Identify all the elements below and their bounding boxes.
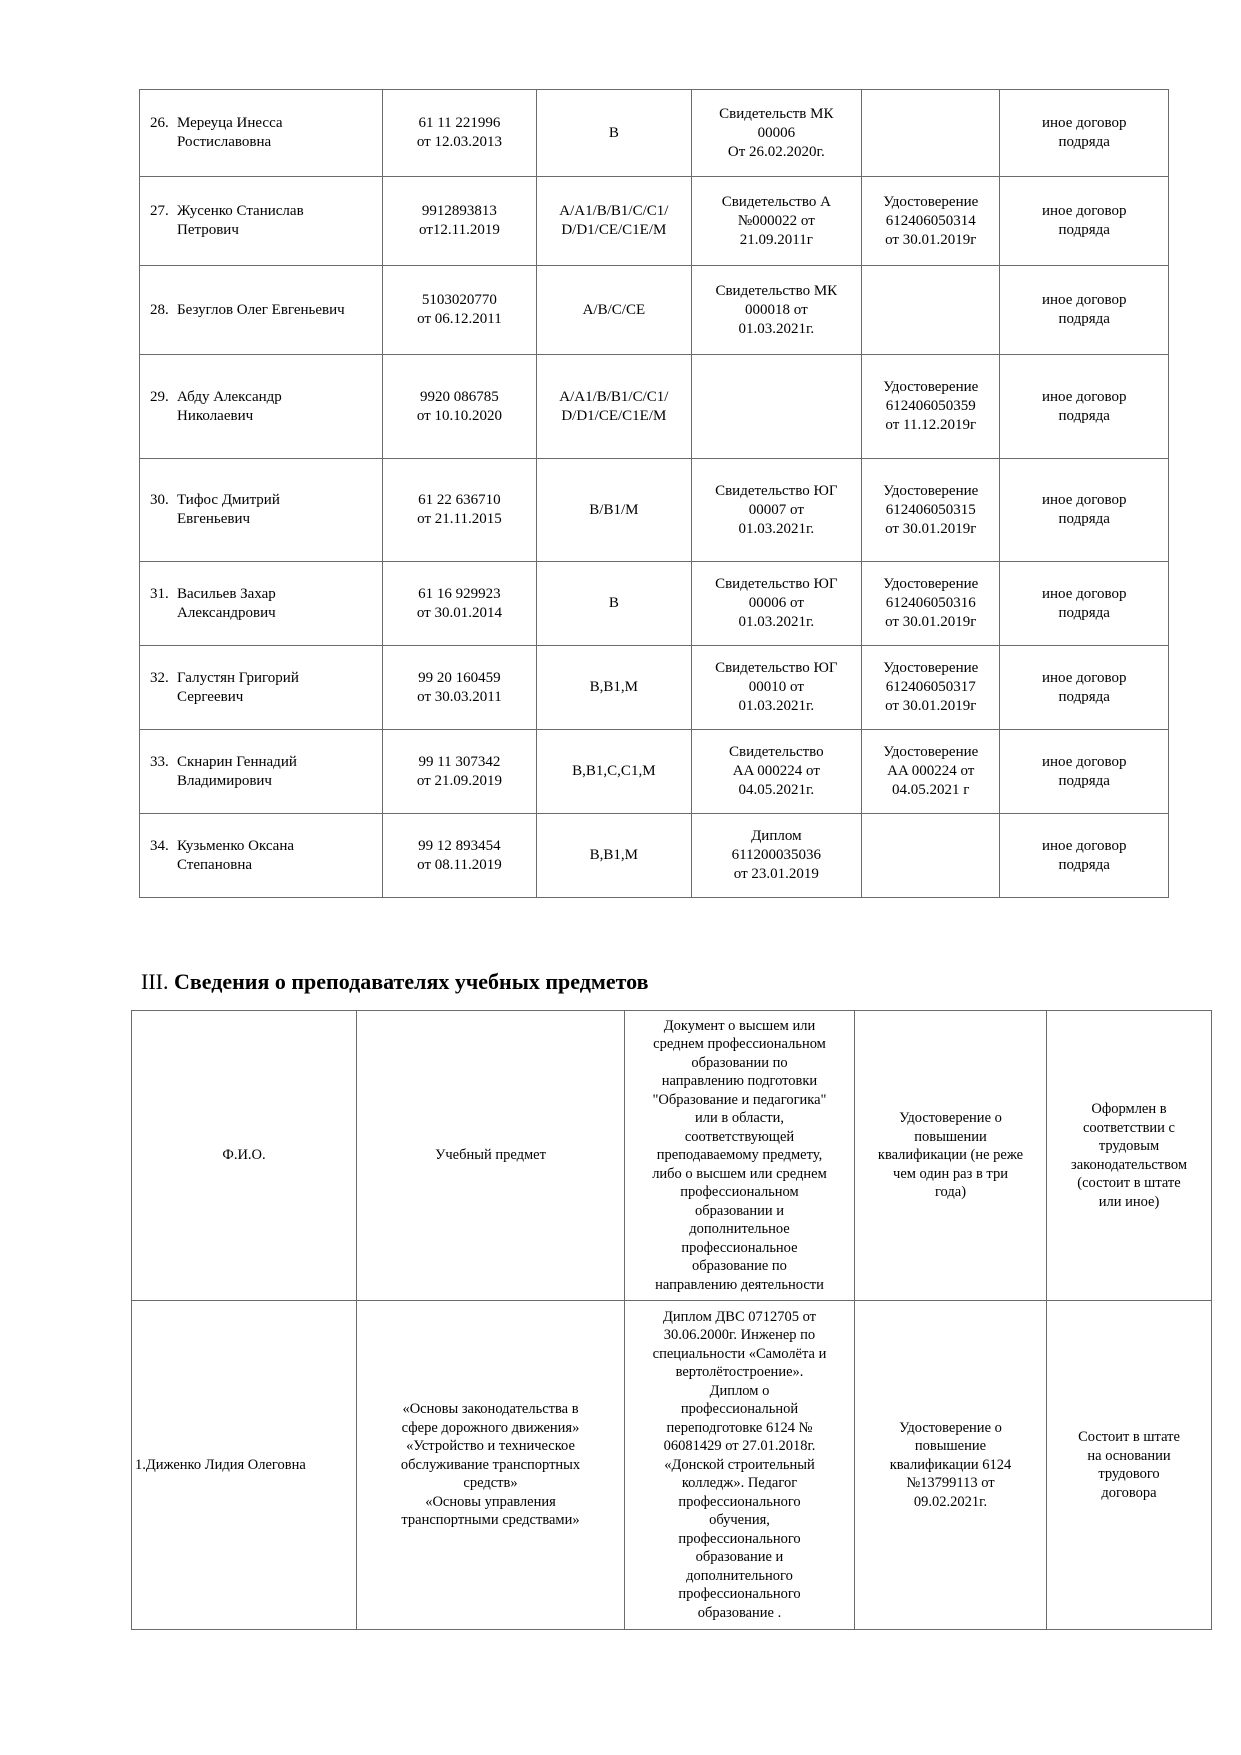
teachers-table-body xyxy=(132,1011,1212,1630)
driver-license-cell: 9920 086785 от 10.10.2020 xyxy=(382,355,536,459)
staff-name-pair xyxy=(150,491,378,529)
staff-row xyxy=(140,562,1169,646)
license-categories-cell: B/B1/M xyxy=(537,459,691,562)
row-number: 28. xyxy=(150,301,169,318)
staff-name-cell xyxy=(140,730,383,814)
qualification-cell: Удостоверение 612406050317 от 30.01.2019г xyxy=(862,646,1000,730)
certificate-cell: Свидетельство ЮГ 00007 от 01.03.2021г. xyxy=(691,459,861,562)
employment-cell: иное договор подряда xyxy=(1000,814,1169,898)
staff-name: Безуглов Олег Евгеньевич xyxy=(177,301,345,318)
certificate-cell: Свидетельство ЮГ 00010 от 01.03.2021г. xyxy=(691,646,861,730)
employment-cell: иное договор подряда xyxy=(1000,562,1169,646)
staff-name-cell xyxy=(140,562,383,646)
teacher-employment-cell: Состоит в штате на основании трудового договора xyxy=(1047,1301,1212,1630)
row-number: 31. xyxy=(150,585,169,602)
staff-name: Галустян Григорий Сергеевич xyxy=(177,669,299,705)
staff-table xyxy=(139,89,1169,898)
staff-name-cell xyxy=(140,355,383,459)
employment-cell: иное договор подряда xyxy=(1000,266,1169,355)
qualification-cell: Удостоверение 612406050314 от 30.01.2019г xyxy=(862,177,1000,266)
certificate-cell: Свидетельство AA 000224 от 04.05.2021г. xyxy=(691,730,861,814)
teacher-education-cell: Диплом ДВС 0712705 от 30.06.2000г. Инженер по специальности «Самолёта и вертолётостроение». Диплом о профессиональной переподготовке 6124 № 06081429 от 27.01.2018г. «Донской строительный колледж». Педагог профессионального обучения, профессионального образование и дополнительного профессионального образование . xyxy=(625,1301,855,1630)
row-number: 30. xyxy=(150,492,169,508)
license-categories-cell: A/B/C/CE xyxy=(537,266,691,355)
staff-name: Абду Александр Николаевич xyxy=(177,388,282,424)
teacher-qualification-cell: Удостоверение о повышение квалификации 6124 №13799113 от 09.02.2021г. xyxy=(855,1301,1047,1630)
driver-license-cell: 61 16 929923 от 30.01.2014 xyxy=(382,562,536,646)
certificate-cell: Свидетельств МК 00006 От 26.02.2020г. xyxy=(691,90,861,177)
qualification-cell xyxy=(862,266,1000,355)
license-categories-cell: B,B1,M xyxy=(537,646,691,730)
staff-row xyxy=(140,355,1169,459)
license-categories-cell: B xyxy=(537,562,691,646)
qualification-cell: Удостоверение AA 000224 от 04.05.2021 г xyxy=(862,730,1000,814)
license-categories-cell: A/A1/B/B1/C/C1/ D/D1/CE/C1E/M xyxy=(537,355,691,459)
staff-name-pair xyxy=(150,388,378,426)
license-categories-cell: B,B1,C,C1,M xyxy=(537,730,691,814)
row-number: 32. xyxy=(150,669,169,686)
staff-row xyxy=(140,90,1169,177)
row-number: 26. xyxy=(150,115,169,131)
driver-license-cell: 9912893813 от12.11.2019 xyxy=(382,177,536,266)
staff-name-cell xyxy=(140,90,383,177)
employment-cell: иное договор подряда xyxy=(1000,355,1169,459)
employment-cell: иное договор подряда xyxy=(1000,646,1169,730)
staff-name-cell xyxy=(140,814,383,898)
staff-name-cell xyxy=(140,177,383,266)
row-number: 34. xyxy=(150,837,169,854)
license-categories-cell: A/A1/B/B1/C/C1/ D/D1/CE/C1E/M xyxy=(537,177,691,266)
staff-row xyxy=(140,814,1169,898)
certificate-cell: Свидетельство МК 000018 от 01.03.2021г. xyxy=(691,266,861,355)
qualification-cell xyxy=(862,90,1000,177)
row-number: 33. xyxy=(150,753,169,770)
driver-license-cell: 99 11 307342 от 21.09.2019 xyxy=(382,730,536,814)
staff-name-cell xyxy=(140,646,383,730)
staff-name-pair xyxy=(150,837,378,875)
staff-name: Васильев Захар Александрович xyxy=(177,585,276,621)
teachers-header-row xyxy=(132,1011,1212,1301)
license-categories-cell: B xyxy=(537,90,691,177)
section-title: Сведения о преподавателях учебных предметов xyxy=(173,969,649,994)
teachers-table xyxy=(131,1010,1212,1630)
staff-name-cell xyxy=(140,459,383,562)
teacher-subject-cell: «Основы законодательства в сфере дорожного движения» «Устройство и техническое обслуживание транспортных средств» «Основы управления транспортными средствами» xyxy=(357,1301,625,1630)
staff-row xyxy=(140,177,1169,266)
staff-name-pair xyxy=(150,585,378,623)
staff-table-body xyxy=(140,90,1169,898)
staff-name: Кузьменко Оксана Степановна xyxy=(177,837,295,873)
driver-license-cell: 61 22 636710 от 21.11.2015 xyxy=(382,459,536,562)
header-qualification: Удостоверение о повышении квалификации (не реже чем один раз в три года) xyxy=(855,1011,1047,1301)
header-fio: Ф.И.О. xyxy=(132,1011,357,1301)
qualification-cell: Удостоверение 612406050315 от 30.01.2019г xyxy=(862,459,1000,562)
staff-name-pair xyxy=(150,301,378,320)
teacher-name-cell: 1.Диженко Лидия Олеговна xyxy=(132,1301,357,1630)
qualification-cell: Удостоверение 612406050316 от 30.01.2019г xyxy=(862,562,1000,646)
staff-row xyxy=(140,266,1169,355)
license-categories-cell: B,B1,M xyxy=(537,814,691,898)
certificate-cell: Свидетельство А №000022 от 21.09.2011г xyxy=(691,177,861,266)
staff-name-pair xyxy=(150,753,378,791)
driver-license-cell: 99 12 893454 от 08.11.2019 xyxy=(382,814,536,898)
teacher-row xyxy=(132,1301,1212,1630)
staff-row xyxy=(140,459,1169,562)
employment-cell: иное договор подряда xyxy=(1000,177,1169,266)
staff-name-pair xyxy=(150,669,378,707)
employment-cell: иное договор подряда xyxy=(1000,90,1169,177)
driver-license-cell: 5103020770 от 06.12.2011 xyxy=(382,266,536,355)
driver-license-cell: 61 11 221996 от 12.03.2013 xyxy=(382,90,536,177)
staff-name-cell xyxy=(140,266,383,355)
qualification-cell: Удостоверение 612406050359 от 11.12.2019г xyxy=(862,355,1000,459)
staff-row xyxy=(140,730,1169,814)
driver-license-cell: 99 20 160459 от 30.03.2011 xyxy=(382,646,536,730)
staff-name-pair xyxy=(150,114,378,152)
employment-cell: иное договор подряда xyxy=(1000,459,1169,562)
certificate-cell: Свидетельство ЮГ 00006 от 01.03.2021г. xyxy=(691,562,861,646)
staff-row xyxy=(140,646,1169,730)
staff-name-pair xyxy=(150,202,378,240)
certificate-cell: Диплом 611200035036 от 23.01.2019 xyxy=(691,814,861,898)
staff-name: Скнарин Геннадий Владимирович xyxy=(177,753,297,789)
section-numeral: III. xyxy=(141,969,169,994)
header-subject: Учебный предмет xyxy=(357,1011,625,1301)
employment-cell: иное договор подряда xyxy=(1000,730,1169,814)
certificate-cell xyxy=(691,355,861,459)
staff-name: Жусенко Станислав Петрович xyxy=(177,203,304,238)
row-number: 27. xyxy=(150,203,169,219)
staff-name: Мереуца Инесса Ростиславовна xyxy=(177,115,283,150)
staff-name: Тифос Дмитрий Евгеньевич xyxy=(177,492,280,527)
qualification-cell xyxy=(862,814,1000,898)
section-heading xyxy=(141,968,649,996)
row-number: 29. xyxy=(150,388,169,405)
header-employment: Оформлен в соответствии с трудовым законодательством (состоит в штате или иное) xyxy=(1047,1011,1212,1301)
header-education: Документ о высшем или среднем профессиональном образовании по направлению подготовки "Образование и педагогика" или в области, соответствующей преподаваемому предмету, либо о высшем или среднем профессиональном образовании и дополнительное профессиональное образование по направлению деятельности xyxy=(625,1011,855,1301)
